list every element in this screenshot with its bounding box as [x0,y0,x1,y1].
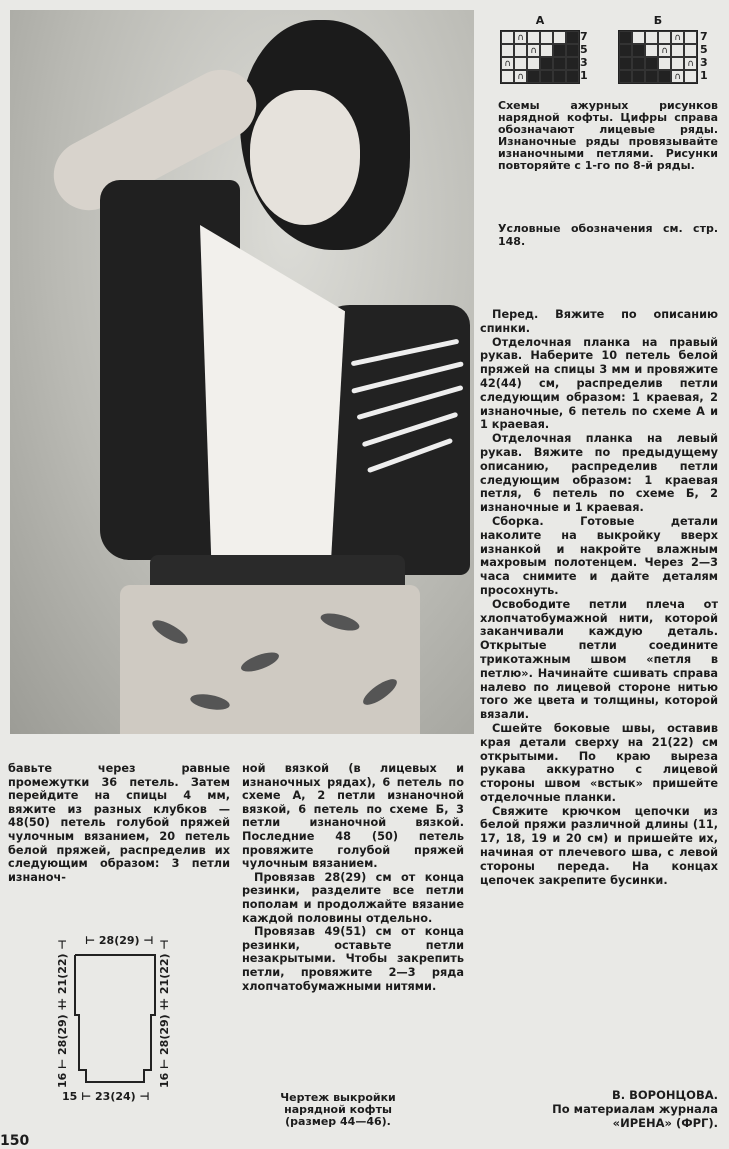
paragraph-middle-1: ной вязкой (в лицевых и изнаночных рядах), 6 петель по схеме А, 2 петли изнаночной вязкой, 6 петель по схеме Б, 3 петли изнаночной вязкой. Последние 48 (50) петель провяжите голубой пряжей чулочным вязанием. [242,762,464,871]
symbols-reference: Условные обозначения см. стр. 148. [498,222,718,248]
dim-top: ⊢ 28(29) ⊣ [85,934,154,947]
chart-b-label: Б [653,14,663,27]
signature [480,1088,718,1130]
photo-face [250,90,360,225]
source-line-1: По материалам журнала [552,1102,718,1116]
pattern-drawing [50,930,180,1130]
paragraph-chains: Свяжите крючком цепочки из белой пряжи различной длины (11, 17, 18, 19 и 20 см) и пришейте их, начиная от плечевого шва, с левой стороны переда. На концах цепочек закрепите бусинки. [480,804,718,887]
charts-caption: Схемы ажурных рисунков нарядной кофты. Цифры справа обозначают лицевые ряды. Изнаночные ряды провязывайте изнаночными петлями. Рисунки повторяйте с 1-го по 8-й ряды. [498,99,718,172]
dim-right-upper: ⊢ 21(22) ⊣ [158,939,171,1008]
paragraph-shoulder: Освободите петли плеча от хлопчатобумажной нити, которой заканчивали каждую деталь. Открытые петли соедините трикотажным швом «петля в петлю». Начинайте сшивать справа налево по лицевой стороне нитью того же цвета и толщины, которой вязали. [480,597,718,722]
chart-a-row-numbers: 7 5 3 1 [580,30,588,82]
dim-right-lower: 16 ⊢ 28(29) ⊣ [158,1000,171,1088]
paragraph-middle-2: Провязав 28(29) см от конца резинки, разделите все петли пополам и продолжайте вязание каждой половины отдельно. [242,870,464,925]
paragraph-front: Перед. Вяжите по описанию спинки. [480,308,718,335]
pattern-caption: Чертеж выкройки нарядной кофты (размер 44—46). [280,1091,396,1128]
page-number: 150 [0,1133,30,1149]
instructions-left-column: бавьте через равные промежутки 36 петель. Затем перейдите на спицы 4 мм, вяжите из разных клубков — 48(50) петель голубой пряжей чулочным вязанием, 20 петель белой пряжей, распределив их следующим образом: 3 петли изнаноч- [8,762,230,884]
lace-charts [480,10,720,110]
chart-a: А ∩ ∩ ∩ ∩ [500,30,580,84]
paragraph-side-seams: Сшейте боковые швы, оставив края детали сверху на 21(22) см открытыми. По краю выреза рукава аккуратно с лицевой стороны швом «встык» пришейте отделочные планки. [480,721,718,804]
chart-b-row-numbers: 7 5 3 1 [700,30,708,82]
model-photo [10,10,474,734]
chart-a-label: А [535,14,545,27]
paragraph-assembly: Сборка. Готовые детали наколите на выкройку вверх изнанкой и накройте влажным махровым полотенцем. Через 2—3 часа снимите и дайте деталям просохнуть. [480,514,718,597]
source-line-2: «ИРЕНА» (ФРГ). [612,1116,718,1130]
photo-floral-pants [120,585,420,734]
paragraph-right-sleeve: Отделочная планка на правый рукав. Наберите 10 петель белой пряжей на спицы 3 мм и провяжите 42(44) см, распределив петли следующим образом: 1 краевая, 2 изнаночные, 6 петель по схеме А и 1 краевая. [480,335,718,432]
author-name: В. ВОРОНЦОВА. [612,1088,718,1102]
chart-b: Б ∩ ∩ ∩ ∩ [618,30,698,84]
instructions-middle-column [242,762,464,993]
dim-left-upper: ⊢ 21(22) ⊣ [56,939,69,1008]
photo-lace-front [200,225,345,570]
dim-bottom: 15 ⊢ 23(24) ⊣ [62,1090,150,1103]
dim-left-lower: 16 ⊢ 28(29) ⊣ [56,1000,69,1088]
paragraph-middle-3: Провязав 49(51) см от конца резинки, оставьте петли незакрытыми. Чтобы закрепить петли, провяжите 2—3 ряда хлопчатобумажными нитями. [242,925,464,993]
instructions-right-column [480,308,718,887]
paragraph-left-sleeve: Отделочная планка на левый рукав. Вяжите по предыдущему описанию, распределив петли следующим образом: 1 краевая петля, 6 петель по схеме Б, 2 изнаночные и 1 краевая. [480,432,718,515]
